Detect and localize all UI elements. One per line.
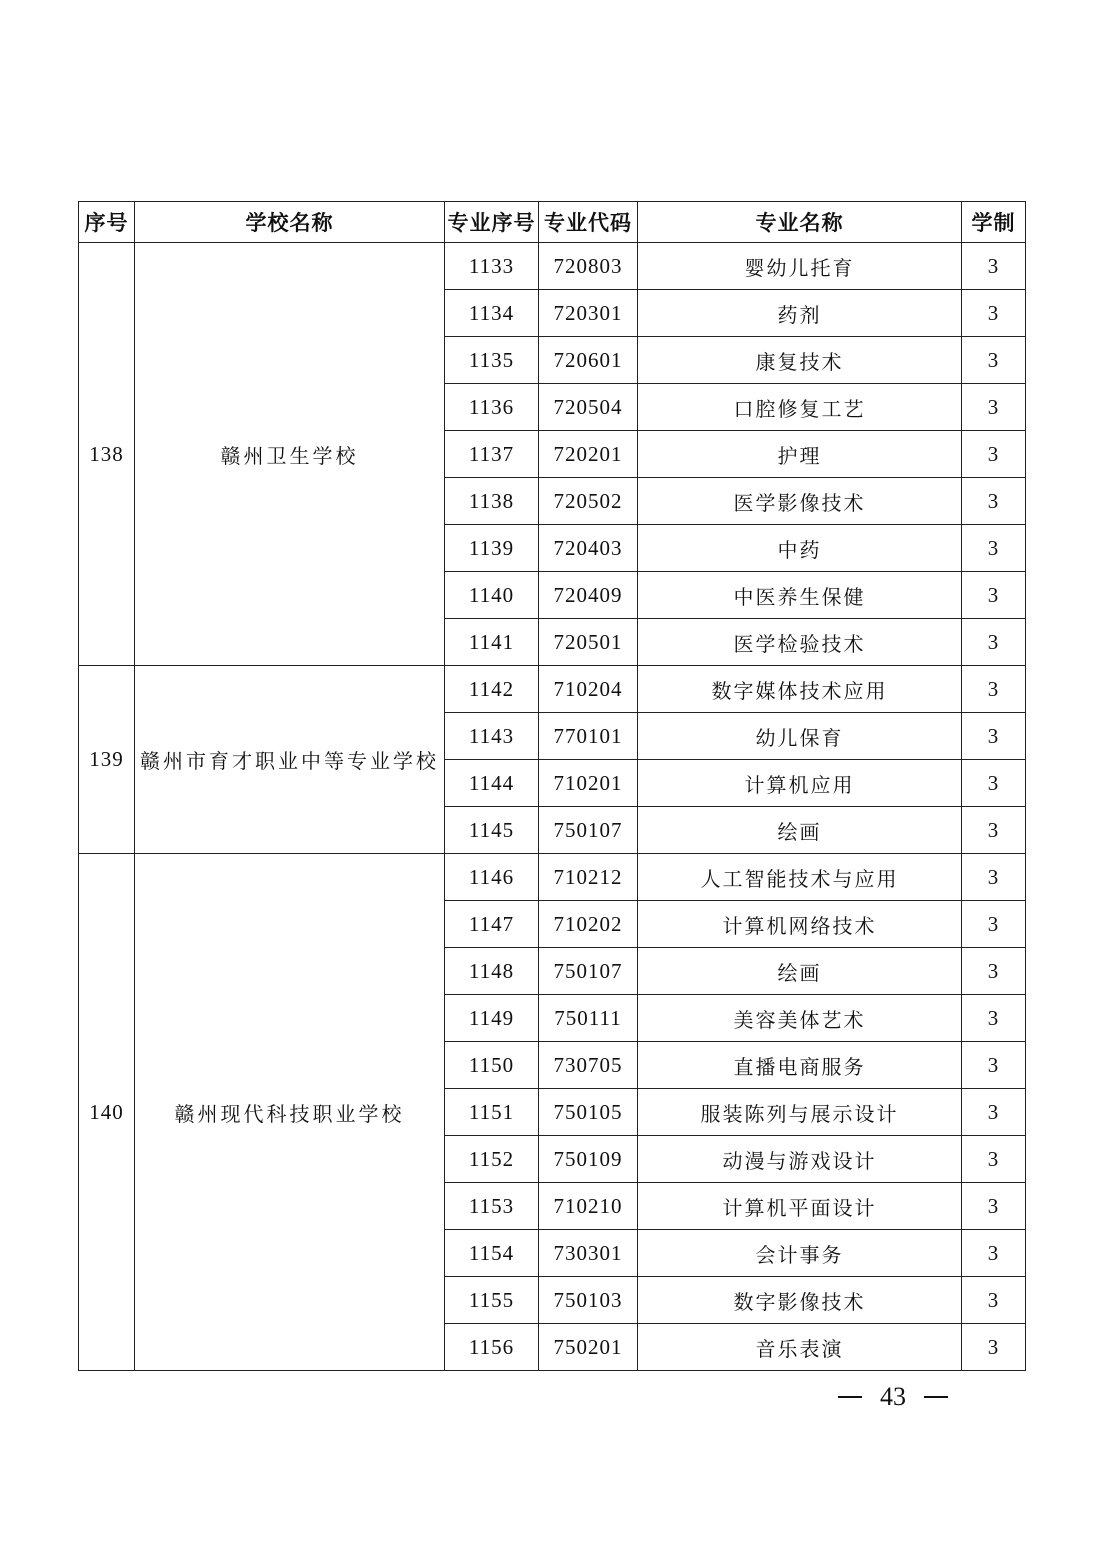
duration-cell: 3 — [962, 525, 1026, 572]
major-seq-cell: 1137 — [445, 431, 539, 478]
header-school: 学校名称 — [135, 202, 445, 243]
page-footer — [838, 1380, 948, 1414]
header-major-name: 专业名称 — [638, 202, 962, 243]
major-seq-cell: 1150 — [445, 1042, 539, 1089]
duration-cell: 3 — [962, 760, 1026, 807]
major-name-cell: 医学检验技术 — [638, 619, 962, 666]
major-name-cell: 中医养生保健 — [638, 572, 962, 619]
major-name-cell: 计算机网络技术 — [638, 901, 962, 948]
duration-cell: 3 — [962, 1042, 1026, 1089]
school-name-cell: 赣州现代科技职业学校 — [135, 854, 445, 1371]
duration-cell: 3 — [962, 384, 1026, 431]
major-seq-cell: 1136 — [445, 384, 539, 431]
major-name-cell: 音乐表演 — [638, 1324, 962, 1371]
major-code-cell: 720502 — [539, 478, 638, 525]
major-code-cell: 710210 — [539, 1183, 638, 1230]
major-name-cell: 数字媒体技术应用 — [638, 666, 962, 713]
major-name-cell: 直播电商服务 — [638, 1042, 962, 1089]
major-seq-cell: 1156 — [445, 1324, 539, 1371]
major-name-cell: 护理 — [638, 431, 962, 478]
major-code-cell: 770101 — [539, 713, 638, 760]
major-code-cell: 710212 — [539, 854, 638, 901]
major-seq-cell: 1135 — [445, 337, 539, 384]
page-number: 43 — [880, 1382, 906, 1411]
duration-cell: 3 — [962, 619, 1026, 666]
major-code-cell: 730705 — [539, 1042, 638, 1089]
major-seq-cell: 1142 — [445, 666, 539, 713]
duration-cell: 3 — [962, 572, 1026, 619]
duration-cell: 3 — [962, 1324, 1026, 1371]
school-seq-cell: 138 — [79, 243, 135, 666]
major-seq-cell: 1138 — [445, 478, 539, 525]
major-code-cell: 750111 — [539, 995, 638, 1042]
major-seq-cell: 1141 — [445, 619, 539, 666]
table-row — [79, 854, 1026, 901]
header-row — [79, 202, 1026, 243]
duration-cell: 3 — [962, 1136, 1026, 1183]
header-major-code: 专业代码 — [539, 202, 638, 243]
major-code-cell: 730301 — [539, 1230, 638, 1277]
major-seq-cell: 1148 — [445, 948, 539, 995]
duration-cell: 3 — [962, 431, 1026, 478]
major-seq-cell: 1154 — [445, 1230, 539, 1277]
school-name-cell: 赣州卫生学校 — [135, 243, 445, 666]
major-seq-cell: 1133 — [445, 243, 539, 290]
major-name-cell: 数字影像技术 — [638, 1277, 962, 1324]
header-major-seq: 专业序号 — [445, 202, 539, 243]
duration-cell: 3 — [962, 1183, 1026, 1230]
major-name-cell: 人工智能技术与应用 — [638, 854, 962, 901]
major-code-cell: 710204 — [539, 666, 638, 713]
school-seq-cell: 140 — [79, 854, 135, 1371]
major-name-cell: 计算机应用 — [638, 760, 962, 807]
major-seq-cell: 1149 — [445, 995, 539, 1042]
major-seq-cell: 1140 — [445, 572, 539, 619]
major-name-cell: 动漫与游戏设计 — [638, 1136, 962, 1183]
school-seq-cell: 139 — [79, 666, 135, 854]
major-seq-cell: 1151 — [445, 1089, 539, 1136]
major-seq-cell: 1145 — [445, 807, 539, 854]
major-code-cell: 720201 — [539, 431, 638, 478]
major-name-cell: 美容美体艺术 — [638, 995, 962, 1042]
major-seq-cell: 1134 — [445, 290, 539, 337]
major-name-cell: 计算机平面设计 — [638, 1183, 962, 1230]
table-row — [79, 666, 1026, 713]
major-code-cell: 720601 — [539, 337, 638, 384]
duration-cell: 3 — [962, 666, 1026, 713]
major-code-cell: 720409 — [539, 572, 638, 619]
footer-dash-left — [838, 1396, 862, 1398]
duration-cell: 3 — [962, 807, 1026, 854]
major-name-cell: 口腔修复工艺 — [638, 384, 962, 431]
table-body — [79, 243, 1026, 1371]
major-code-cell: 750107 — [539, 948, 638, 995]
major-code-cell: 720501 — [539, 619, 638, 666]
major-code-cell: 710202 — [539, 901, 638, 948]
major-code-cell: 750105 — [539, 1089, 638, 1136]
major-name-cell: 绘画 — [638, 807, 962, 854]
major-code-cell: 720803 — [539, 243, 638, 290]
header-seq: 序号 — [79, 202, 135, 243]
duration-cell: 3 — [962, 1230, 1026, 1277]
major-name-cell: 医学影像技术 — [638, 478, 962, 525]
duration-cell: 3 — [962, 854, 1026, 901]
major-seq-cell: 1155 — [445, 1277, 539, 1324]
major-code-cell: 750107 — [539, 807, 638, 854]
header-duration: 学制 — [962, 202, 1026, 243]
major-name-cell: 药剂 — [638, 290, 962, 337]
duration-cell: 3 — [962, 478, 1026, 525]
major-name-cell: 中药 — [638, 525, 962, 572]
major-seq-cell: 1146 — [445, 854, 539, 901]
major-code-cell: 750109 — [539, 1136, 638, 1183]
major-name-cell: 幼儿保育 — [638, 713, 962, 760]
major-name-cell: 康复技术 — [638, 337, 962, 384]
major-name-cell: 婴幼儿托育 — [638, 243, 962, 290]
duration-cell: 3 — [962, 995, 1026, 1042]
majors-table — [78, 201, 1026, 1371]
major-seq-cell: 1147 — [445, 901, 539, 948]
school-name-cell: 赣州市育才职业中等专业学校 — [135, 666, 445, 854]
duration-cell: 3 — [962, 1277, 1026, 1324]
duration-cell: 3 — [962, 290, 1026, 337]
duration-cell: 3 — [962, 1089, 1026, 1136]
major-code-cell: 750201 — [539, 1324, 638, 1371]
duration-cell: 3 — [962, 713, 1026, 760]
major-code-cell: 720403 — [539, 525, 638, 572]
major-name-cell: 绘画 — [638, 948, 962, 995]
major-code-cell: 710201 — [539, 760, 638, 807]
duration-cell: 3 — [962, 901, 1026, 948]
duration-cell: 3 — [962, 337, 1026, 384]
duration-cell: 3 — [962, 948, 1026, 995]
major-seq-cell: 1144 — [445, 760, 539, 807]
major-seq-cell: 1152 — [445, 1136, 539, 1183]
major-seq-cell: 1153 — [445, 1183, 539, 1230]
major-seq-cell: 1139 — [445, 525, 539, 572]
major-name-cell: 服装陈列与展示设计 — [638, 1089, 962, 1136]
major-code-cell: 750103 — [539, 1277, 638, 1324]
footer-dash-right — [924, 1396, 948, 1398]
major-name-cell: 会计事务 — [638, 1230, 962, 1277]
major-code-cell: 720301 — [539, 290, 638, 337]
major-seq-cell: 1143 — [445, 713, 539, 760]
major-code-cell: 720504 — [539, 384, 638, 431]
duration-cell: 3 — [962, 243, 1026, 290]
table-row — [79, 243, 1026, 290]
